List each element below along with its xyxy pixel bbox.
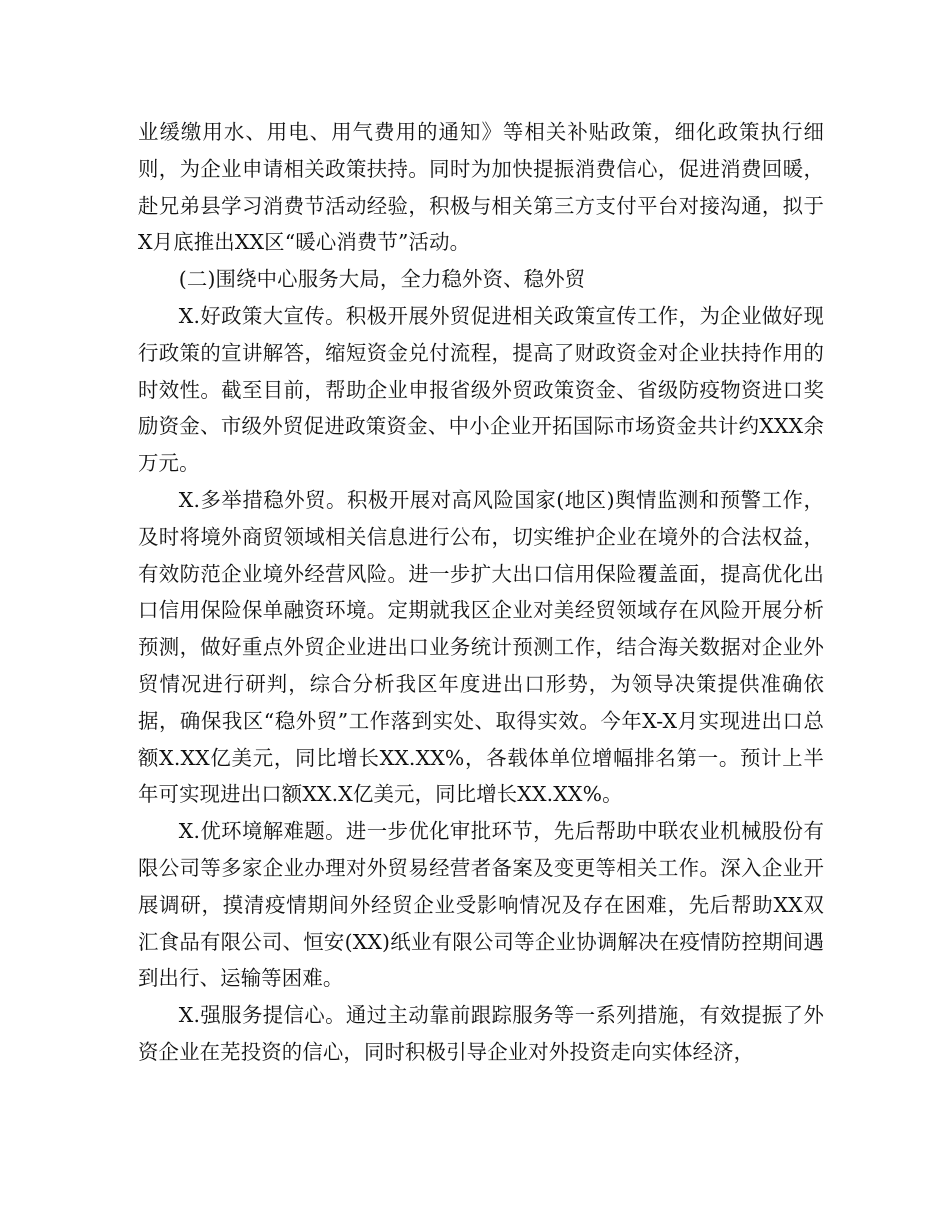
- paragraph-optimize-environment: X.优环境解难题。进一步优化审批环节，先后帮助中联农业机械股份有限公司等多家企业办理对外贸易经营者备案及变更等相关工作。深入企业开展调研，摸清疫情期间外经贸企业受影响情况及存在困难，先后帮助XX双汇食品有限公司、恒安(XX)纸业有限公司等企业协调解决在疫情防控期间遇到出行、运输等困难。: [138, 819, 824, 991]
- paragraph-policy-promotion: X.好政策大宣传。积极开展外贸促进相关政策宣传工作，为企业做好现行政策的宣讲解答，缩短资金兑付流程，提高了财政资金对企业扶持作用的时效性。截至目前，帮助企业申报省级外贸政策资金、省级防疫物资进口奖励资金、市级外贸促进政策资金、中小企业开拓国际市场资金共计约XXX余万元。: [138, 303, 824, 476]
- paragraph-strengthen-service: X.强服务提信心。通过主动靠前跟踪服务等一系列措施，有效提振了外资企业在芜投资的信心，同时积极引导企业对外投资走向实体经济，: [138, 1003, 824, 1064]
- paragraph-stabilize-trade: X.多举措稳外贸。积极开展对高风险国家(地区)舆情监测和预警工作，及时将境外商贸领域相关信息进行公布，切实维护企业在境外的合法权益，有效防范企业境外经营风险。进一步扩大出口信用保险覆盖面，提高优化出口信用保险保单融资环境。定期就我区企业对美经贸领域存在风险开展分析预测，做好重点外贸企业进出口业务统计预测工作，结合海关数据对企业外贸情况进行研判，综合分析我区年度进出口形势，为领导决策提供准确依据，确保我区“稳外贸”工作落到实处、取得实效。今年X-X月实现进出口总额X.XX亿美元，同比增长XX.XX%，各载体单位增幅排名第一。预计上半年可实现进出口额XX.X亿美元，同比增长XX.XX%。: [138, 487, 824, 807]
- section-heading: (二)围绕中心服务大局，全力稳外资、稳外贸: [178, 267, 586, 292]
- paragraph-continuation: 业缓缴用水、用电、用气费用的通知》等相关补贴政策，细化政策执行细则，为企业申请相关政策扶持。同时为加快提振消费信心，促进消费回暖，赴兄弟县学习消费节活动经验，积极与相关第三方支付平台对接沟通，拟于X月底推出XX区“暖心消费节”活动。: [138, 120, 824, 255]
- document-body: [138, 114, 824, 1071]
